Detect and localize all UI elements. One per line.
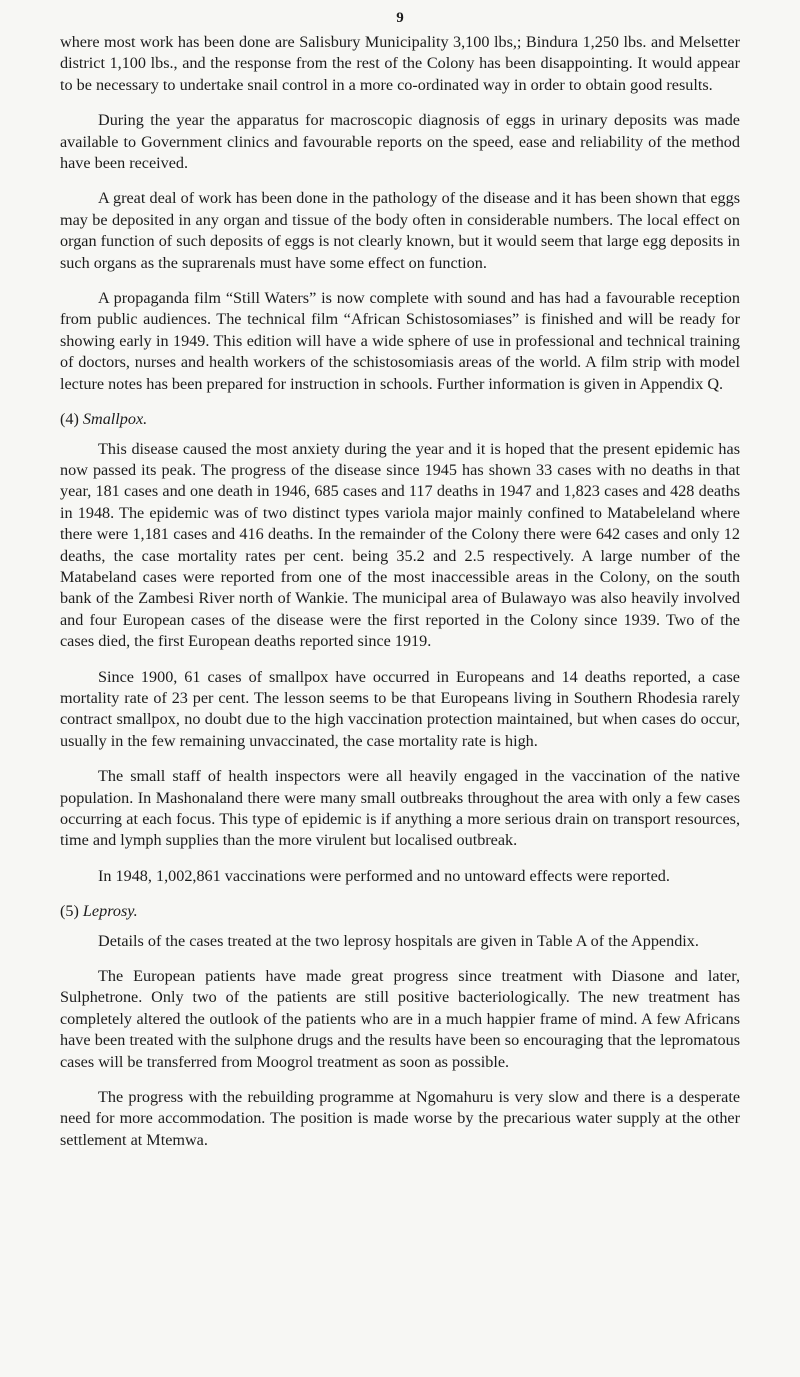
- paragraph: The progress with the rebuilding programme at Ngomahuru is very slow and there is a desperate need for more accommodation. The position is made worse by the precarious water supply at the other settlement at Mtemwa.: [60, 1088, 740, 1149]
- paragraph: Details of the cases treated at the two leprosy hospitals are given in Table A of the Appendix.: [98, 931, 699, 950]
- section-number: (4): [60, 410, 79, 429]
- paragraph: A propaganda film “Still Waters” is now complete with sound and has had a favourable reception from public audiences. The technical film “African Schistosomiases” is finished and will be ready for showing early in 1949. This edition will have a wide sphere of use in professional and technical training of doctors, nurses and health workers of the schistosomiasis areas of the world. A film strip with model lecture notes has been prepared for instruction in schools. Further information is given in Appendix Q.: [60, 289, 740, 393]
- section-title: Leprosy.: [82, 902, 138, 921]
- document-body: [60, 32, 740, 1165]
- section-heading-smallpox: [60, 409, 740, 430]
- section-number: (5): [60, 902, 79, 921]
- section-title: Smallpox.: [82, 410, 148, 429]
- paragraph: The small staff of health inspectors were all heavily engaged in the vaccination of the native population. In Mashonaland there were many small outbreaks throughout the area with only a few cases occurring at each focus. This type of epidemic is if anything a more serious drain on transport resources, time and lymph supplies than the more virulent but localised outbreak.: [60, 767, 740, 850]
- paragraph: The European patients have made great progress since treatment with Diasone and later, Sulphetrone. Only two of the patients are still positive bacteriologically. The new treatment has completely altered the outlook of the patients who are in a much happier frame of mind. A few Africans have been treated with the sulphone drugs and the results have been so encouraging that the lepromatous cases will be transferred from Moogrol treatment as soon as possible.: [60, 967, 740, 1071]
- paragraph: Since 1900, 61 cases of smallpox have occurred in Europeans and 14 deaths reported, a case mortality rate of 23 per cent. The lesson seems to be that Europeans living in Southern Rhodesia rarely contract smallpox, no doubt due to the high vaccination protection maintained, but when cases do occur, usually in the few remaining unvaccinated, the case mortality rate is high.: [60, 667, 740, 750]
- page-number: 9: [396, 10, 404, 26]
- paragraph: In 1948, 1,002,861 vaccinations were performed and no untoward effects were reported.: [98, 866, 670, 885]
- paragraph: where most work has been done are Salisbury Municipality 3,100 lbs,; Bindura 1,250 lbs. and Melsetter district 1,100 lbs., and the response from the rest of the Colony has been disappointing. It would appear to be necessary to undertake snail control in a more co-ordinated way in order to obtain good results.: [60, 33, 740, 94]
- paragraph: This disease caused the most anxiety during the year and it is hoped that the present epidemic has now passed its peak. The progress of the disease since 1945 has shown 33 cases with no deaths in that year, 181 cases and one death in 1946, 685 cases and 117 deaths in 1947 and 1,823 cases and 428 deaths in 1948. The epidemic was of two distinct types variola major mainly confined to Matabeleland where there were 1,181 cases and 416 deaths. In the remainder of the Colony there were 642 cases and only 12 deaths, the case mortality rates per cent. being 35.2 and 2.5 respectively. A large number of the Matabeland cases were reported from one of the most inaccessible areas in the Colony, on the south bank of the Zambesi River north of Wankie. The municipal area of Bulawayo was also heavily involved and four European cases of the disease were the first reported in the Colony since 1939. Two of the cases died, the first European deaths reported since 1919.: [60, 439, 740, 651]
- section-heading-leprosy: [60, 901, 740, 922]
- paragraph: During the year the apparatus for macroscopic diagnosis of eggs in urinary deposits was made available to Government clinics and favourable reports on the speed, ease and reliability of the method have been received.: [60, 111, 740, 173]
- paragraph: A great deal of work has been done in the pathology of the disease and it has been shown that eggs may be deposited in any organ and tissue of the body often in considerable numbers. The local effect on organ function of such deposits of eggs is not clearly known, but it would seem that large egg deposits in such organs as the suprarenals must have some effect on function.: [60, 189, 740, 272]
